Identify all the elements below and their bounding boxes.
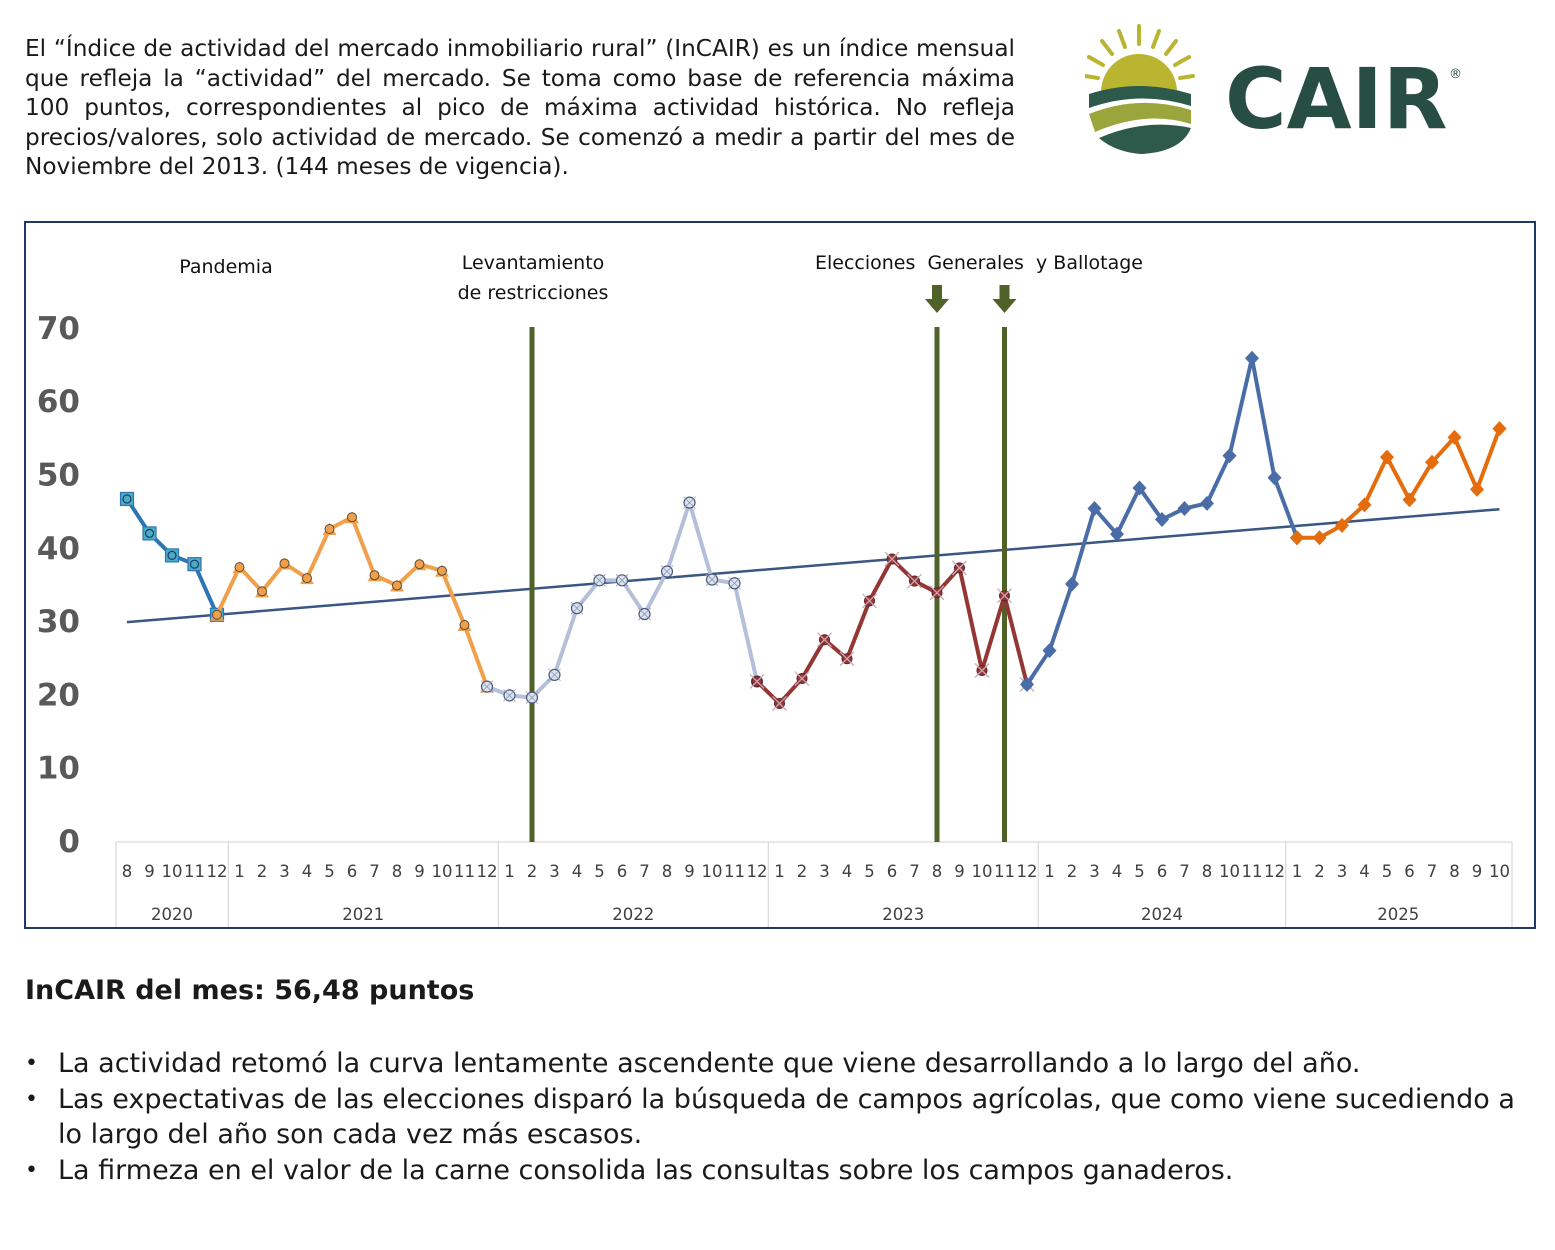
x-tick-label: 5 [1134, 862, 1145, 881]
series-3 [750, 552, 1034, 710]
x-tick-label: 2 [796, 862, 808, 881]
x-year-label: 2022 [612, 905, 655, 924]
series-line [1297, 429, 1500, 538]
data-point [1313, 530, 1327, 545]
x-tick-label: 9 [684, 862, 695, 881]
data-point-inner [303, 574, 312, 583]
x-tick-label: 12 [476, 862, 498, 881]
data-point [1223, 448, 1237, 463]
x-tick-label: 1 [1044, 862, 1055, 881]
data-point-inner [370, 571, 379, 580]
data-point-inner [325, 525, 334, 534]
y-axis [37, 311, 80, 860]
series-4 [1020, 351, 1304, 692]
x-tick-label: 10 [971, 862, 993, 881]
x-tick-label: 8 [121, 862, 133, 881]
headline: InCAIR del mes: 56,48 puntos [25, 975, 475, 1006]
data-point [1470, 482, 1484, 497]
x-tick-label: 12 [1016, 862, 1038, 881]
x-tick-label: 9 [954, 862, 965, 881]
x-tick-label: 2 [1066, 862, 1078, 881]
series-line [757, 559, 1027, 703]
y-tick-label: 50 [36, 457, 80, 494]
logo-text: CAIR [1225, 50, 1448, 148]
x-tick-label: 2 [256, 862, 268, 881]
x-tick-label: 2 [526, 862, 538, 881]
x-tick-label: 8 [1201, 862, 1213, 881]
x-tick-label: 7 [909, 862, 920, 881]
x-tick-label: 6 [1156, 862, 1168, 881]
bullet-item: • La actividad retomó la curva lentamente ascendente que viene desarrollando a lo largo del año. [25, 1046, 1525, 1082]
x-tick-label: 9 [144, 862, 155, 881]
x-tick-label: 9 [414, 862, 425, 881]
y-tick-label: 70 [36, 310, 80, 347]
x-tick-label: 1 [234, 862, 245, 881]
data-point-inner [438, 566, 447, 575]
series-line [217, 517, 487, 686]
x-tick-label: 6 [886, 862, 898, 881]
x-tick-label: 12 [1264, 862, 1285, 881]
data-point [1200, 496, 1214, 511]
series-1 [210, 511, 494, 692]
bullet-item: • Las expectativas de las elecciones disparó la búsqueda de campos agrícolas, que como viene sucediendo a lo largo del año son cada vez más escasos. [25, 1082, 1525, 1153]
x-tick-label: 8 [661, 862, 673, 881]
x-tick-label: 3 [1336, 862, 1348, 881]
data-point [1245, 351, 1259, 366]
y-tick-label: 40 [36, 530, 80, 567]
x-tick-label: 3 [819, 862, 830, 881]
data-point-inner [258, 587, 267, 596]
annotation-elecciones: Elecciones Generales y Ballotage [814, 252, 1144, 274]
x-tick-label: 5 [864, 862, 875, 881]
x-tick-label: 3 [549, 862, 560, 881]
x-tick-label: 1 [774, 862, 785, 881]
down-arrow-icon [993, 285, 1017, 313]
incair-line-chart [26, 223, 1534, 927]
series-5 [1290, 421, 1507, 545]
x-tick-label: 6 [346, 862, 358, 881]
bullet-list [25, 1046, 1525, 1188]
y-tick-label: 60 [36, 384, 80, 421]
data-point-inner [460, 621, 469, 630]
x-tick-label: 4 [841, 862, 853, 881]
x-year-label: 2021 [342, 905, 385, 924]
x-tick-label: 7 [1179, 862, 1190, 881]
x-tick-label: 1 [504, 862, 515, 881]
x-tick-label: 12 [206, 862, 228, 881]
x-tick-label: 5 [324, 862, 335, 881]
event-lines [532, 285, 1017, 842]
x-axis-table [116, 842, 1512, 927]
data-point-inner [348, 513, 357, 522]
x-tick-label: 6 [616, 862, 628, 881]
data-point-inner [213, 610, 222, 619]
x-tick-label: 10 [1489, 862, 1510, 881]
data-point [1268, 470, 1282, 485]
bullet-item: • La firmeza en el valor de la carne consolida las consultas sobre los campos ganaderos. [25, 1153, 1525, 1189]
x-tick-label: 3 [279, 862, 290, 881]
x-tick-label: 5 [594, 862, 605, 881]
y-tick-label: 20 [36, 677, 80, 714]
x-tick-label: 11 [184, 862, 205, 881]
x-tick-label: 10 [1219, 862, 1240, 881]
x-tick-label: 10 [701, 862, 723, 881]
y-tick-label: 10 [36, 750, 80, 787]
intro-paragraph: El “Índice de actividad del mercado inmobiliario rural” (InCAIR) es un índice mensual que refleja la “actividad” del mercado. Se toma como base de referencia máxima 100 puntos, correspondientes al pico de máxima actividad histórica. No refleja precios/valores, solo actividad de mercado. Se comenzó a medir a partir del mes de Noviembre del 2013. (144 meses de vigencia). [25, 35, 1015, 180]
x-tick-label: 11 [994, 862, 1015, 881]
data-point-inner [415, 560, 424, 569]
data-point [1290, 530, 1304, 545]
x-tick-label: 7 [369, 862, 380, 881]
x-tick-label: 11 [454, 862, 475, 881]
series-2 [481, 497, 763, 704]
data-point-inner [235, 563, 244, 572]
x-tick-label: 11 [724, 862, 745, 881]
annotations [179, 252, 1143, 304]
x-tick-label: 10 [161, 862, 183, 881]
x-tick-label: 1 [1291, 862, 1303, 881]
sun-icon [1085, 26, 1193, 92]
series-line [487, 503, 757, 698]
x-tick-label: 6 [1404, 862, 1415, 881]
series-0 [121, 492, 224, 621]
x-tick-label: 9 [1471, 862, 1483, 881]
data-point-inner [280, 559, 289, 568]
x-tick-label: 12 [746, 862, 768, 881]
x-tick-label: 8 [1449, 862, 1460, 881]
x-tick-label: 4 [301, 862, 313, 881]
x-year-label: 2025 [1377, 905, 1420, 924]
x-tick-label: 4 [1111, 862, 1123, 881]
data-point-inner [393, 581, 402, 590]
field-icon [1089, 86, 1191, 154]
cair-logo [1085, 20, 1465, 155]
registered-mark: ® [1449, 67, 1462, 82]
x-tick-label: 3 [1089, 862, 1100, 881]
x-tick-label: 7 [1426, 862, 1438, 881]
x-year-label: 2020 [151, 905, 193, 924]
chart-container [24, 221, 1536, 929]
x-year-label: 2024 [1141, 905, 1183, 924]
x-tick-label: 11 [1241, 862, 1263, 881]
data-point [1065, 576, 1079, 591]
data-point [1178, 501, 1192, 516]
x-tick-label: 10 [431, 862, 453, 881]
x-tick-label: 4 [1359, 862, 1370, 881]
annotation-pandemia: Pandemia [179, 256, 273, 278]
annotation-levantamiento-2: de restricciones [457, 282, 609, 304]
down-arrow-icon [925, 285, 949, 313]
x-tick-label: 7 [639, 862, 650, 881]
data-point [1493, 421, 1507, 436]
data-series [121, 351, 1507, 711]
y-tick-label: 30 [36, 604, 80, 641]
x-tick-label: 2 [1314, 862, 1325, 881]
x-year-label: 2023 [882, 905, 925, 924]
annotation-levantamiento-1: Levantamiento [461, 252, 605, 274]
x-tick-label: 4 [571, 862, 583, 881]
x-tick-label: 5 [1381, 862, 1393, 881]
y-tick-label: 0 [58, 824, 80, 860]
x-tick-label: 8 [931, 862, 943, 881]
x-tick-label: 8 [391, 862, 403, 881]
